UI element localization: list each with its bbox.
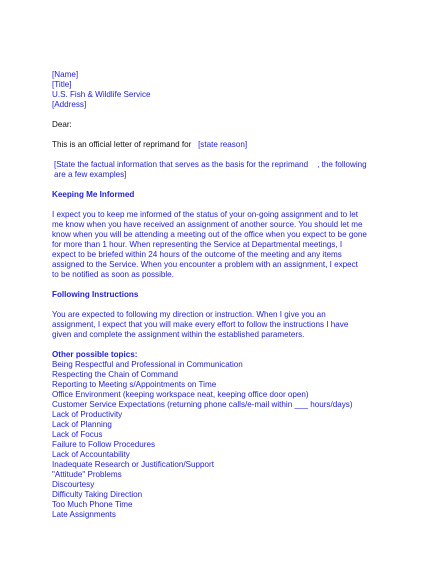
- facts-paragraph: [52, 160, 392, 180]
- topic-item: Failure to Follow Procedures: [52, 440, 156, 449]
- topic-item: Being Respectful and Professional in Communication: [52, 360, 243, 369]
- topics-heading: Other possible topics:: [52, 350, 138, 359]
- section-heading: Keeping Me Informed: [52, 190, 135, 199]
- address-block: [52, 70, 392, 110]
- section-heading: Following Instructions: [52, 290, 139, 299]
- topic-item: Too Much Phone Time: [52, 500, 133, 509]
- section-line: given and complete the assignment within the established parameters.: [52, 330, 305, 339]
- topic-item: "Attitude" Problems: [52, 470, 122, 479]
- topic-item: Late Assignments: [52, 510, 116, 519]
- section-line: assigned to the Service. When you encounter a problem with an assignment, I expect: [52, 260, 358, 269]
- topic-item: Customer Service Expectations (returning phone calls/e-mail within ___ hours/days): [52, 400, 353, 409]
- letter-document: [52, 70, 392, 520]
- section-line: for more than 1 hour. When representing the Service at Departmental meetings, I: [52, 240, 343, 249]
- facts-continuation: , the following: [317, 160, 367, 169]
- section-line: me know when you have received an assignment of another source. You should let me: [52, 220, 363, 229]
- topic-item: Lack of Focus: [52, 430, 103, 439]
- section-keeping-informed: [52, 190, 392, 280]
- opening-line: [52, 140, 392, 150]
- topic-item: Inadequate Research or Justification/Support: [52, 460, 214, 469]
- recipient-organization: U.S. Fish & Wildlife Service: [52, 90, 151, 99]
- topic-item: Office Environment (keeping workspace neat, keeping office door open): [52, 390, 309, 399]
- topic-item: Lack of Accountability: [52, 450, 130, 459]
- topic-item: Difficulty Taking Direction: [52, 490, 143, 499]
- salutation: Dear:: [52, 120, 72, 129]
- topic-item: Respecting the Chain of Command: [52, 370, 178, 379]
- recipient-title: [Title]: [52, 80, 72, 89]
- facts-continuation-2: are a few examples]: [54, 170, 127, 179]
- recipient-address: [Address]: [52, 100, 87, 109]
- topic-item: Discourtesy: [52, 480, 95, 489]
- reason-placeholder: [state reason]: [198, 140, 248, 149]
- opening-text: This is an official letter of reprimand for: [52, 140, 192, 149]
- section-line: to be notified as soon as possible.: [52, 270, 174, 279]
- topic-item: Reporting to Meeting s/Appointments on Time: [52, 380, 217, 389]
- section-line: assignment, I expect that you will make every effort to follow the instructions I have: [52, 320, 349, 329]
- topic-item: Lack of Planning: [52, 420, 112, 429]
- section-following-instructions: [52, 290, 392, 340]
- other-topics: [52, 350, 392, 520]
- topic-item: Lack of Productivity: [52, 410, 123, 419]
- section-line: know when you will be attending a meeting out of the office when you expect to be gone: [52, 230, 367, 239]
- facts-placeholder: [State the factual information that serves as the basis for the reprimand: [54, 160, 309, 169]
- section-line: I expect you to keep me informed of the status of your on-going assignment and to let: [52, 210, 358, 219]
- section-line: expect to be briefed within 24 hours of the outcome of the meeting and any items: [52, 250, 342, 259]
- section-line: You are expected to following my direction or instruction. When I give you an: [52, 310, 326, 319]
- recipient-name: [Name]: [52, 70, 79, 79]
